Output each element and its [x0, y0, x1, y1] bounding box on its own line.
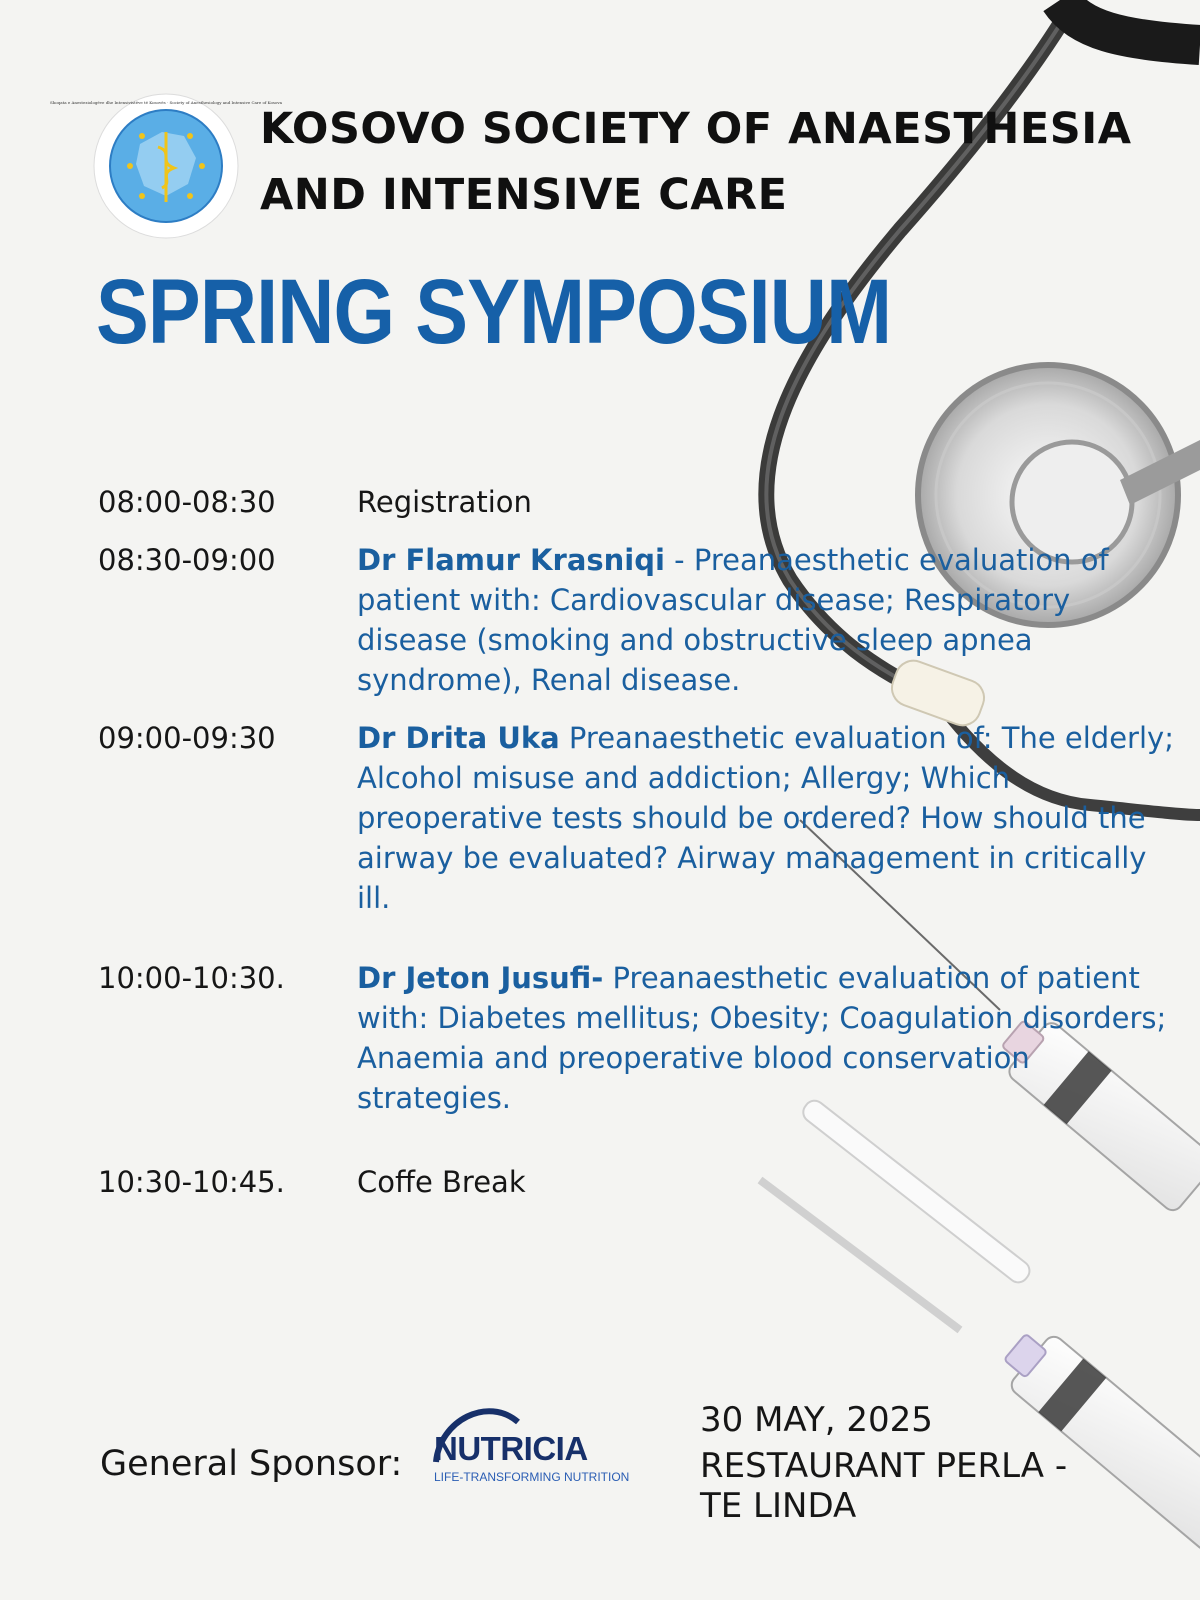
organization-name-line1: KOSOVO SOCIETY OF ANAESTHESIA: [260, 104, 1132, 154]
sponsor-tagline: LIFE-TRANSFORMING NUTRITION: [434, 1470, 630, 1484]
schedule-description: [357, 718, 1187, 918]
speaker-name: Dr Drita Uka: [357, 721, 560, 755]
schedule-description: [357, 1162, 1187, 1202]
schedule-text: Coffe Break: [357, 1165, 526, 1199]
schedule-description: [357, 958, 1187, 1118]
sponsor-name: NUTRICIA: [434, 1430, 588, 1467]
event-date: 30 MAY, 2025: [700, 1400, 933, 1440]
society-logo: [49, 92, 283, 240]
speaker-name: Dr Jeton Jusufi-: [357, 961, 604, 995]
organization-name-line2: AND INTENSIVE CARE: [260, 170, 788, 220]
logo-ring-text: Shoqata e Anesteziologëve dhe Intensivistëve të Kosovës · Society of Anesthesiology and Intensive Care of Kosova: [49, 100, 283, 105]
sponsor-logo: [428, 1400, 630, 1484]
schedule-time: 08:30-09:00: [98, 543, 276, 577]
event-venue: RESTAURANT PERLA - TE LINDA: [700, 1446, 1068, 1526]
speaker-name: Dr Flamur Krasniqi: [357, 543, 665, 577]
schedule-description: [357, 540, 1187, 700]
schedule-text: - Preanaesthetic evaluation of patient with: Cardiovascular disease; Respiratory disease (smoking and obstructive sleep apnea syndrome), Renal disease.: [357, 543, 1109, 697]
schedule-time: 10:30-10:45.: [98, 1165, 285, 1199]
organization-name: [260, 96, 1160, 228]
sponsor-label: General Sponsor:: [100, 1444, 403, 1484]
schedule-text: Registration: [357, 485, 532, 519]
schedule-description: [357, 482, 1187, 522]
schedule-text: Preanaesthetic evaluation of patient with: Diabetes mellitus; Obesity; Coagulation disorders; Anaemia and preoperative blood conservation strategies.: [357, 961, 1167, 1115]
schedule-time: 10:00-10:30.: [98, 961, 285, 995]
schedule-time: 08:00-08:30: [98, 485, 276, 519]
schedule-text: Preanaesthetic evaluation of: The elderly; Alcohol misuse and addiction; Allergy; Which preoperative tests should be ordered? How should the airway be evaluated? Airway management in critically ill.: [357, 721, 1174, 915]
schedule-time: 09:00-09:30: [98, 721, 276, 755]
event-title: SPRING SYMPOSIUM: [96, 261, 892, 363]
